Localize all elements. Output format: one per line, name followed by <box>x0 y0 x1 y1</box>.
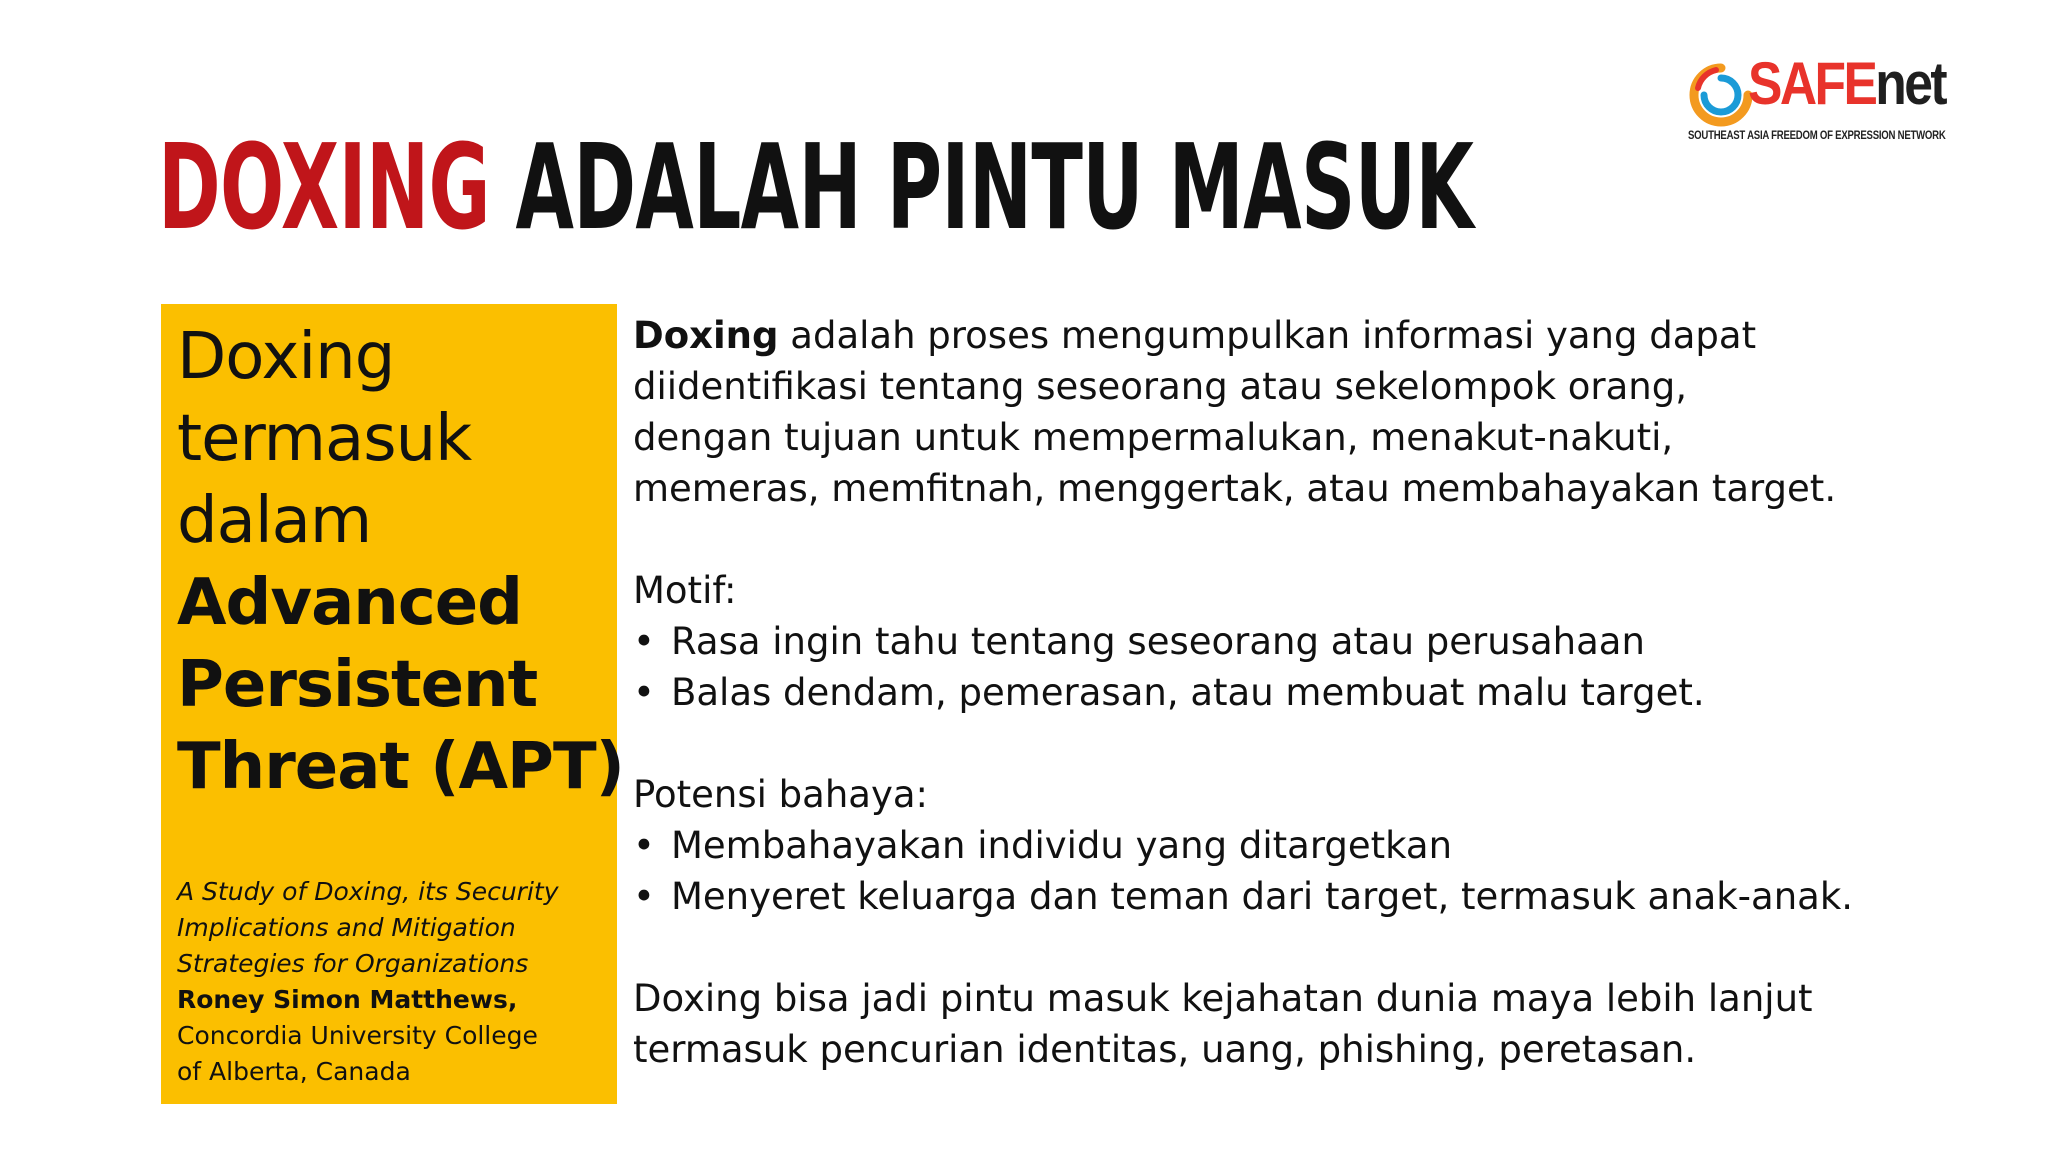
logo-net: net <box>1875 50 1945 117</box>
spacer <box>633 514 1993 565</box>
bullet-dot: • <box>633 824 655 867</box>
title-rest: ADALAH PINTU MASUK <box>515 118 1474 256</box>
side-lead-bold-line: Threat (APT) <box>177 730 624 804</box>
motif-heading: Motif: <box>633 569 737 612</box>
reference-author: Roney Simon Matthews, <box>177 985 518 1014</box>
reference-title-line: A Study of Doxing, its Security <box>177 877 559 906</box>
motif-bullet-item <box>633 616 1993 667</box>
side-lead <box>177 316 624 808</box>
definition-first-line <box>633 310 1993 361</box>
bullet-dot: • <box>633 671 655 714</box>
logo-safe: SAFE <box>1748 50 1876 117</box>
reference-title-line: Implications and Mitigation <box>177 913 516 942</box>
title-highlight: DOXING <box>158 118 490 256</box>
potensi-bullet-item <box>633 820 1993 871</box>
apt-side-box <box>161 304 624 1104</box>
potensi-item-text: Menyeret keluarga dan teman dari target, termasuk anak-anak. <box>671 875 1854 918</box>
motif-item-text: Rasa ingin tahu tentang seseorang atau perusahaan <box>671 620 1645 663</box>
side-lead-line: termasuk <box>177 402 472 476</box>
definition-first-line-rest: adalah proses mengumpulkan informasi yang dapat <box>790 314 1757 357</box>
potensi-heading: Potensi bahaya: <box>633 773 928 816</box>
potensi-item-text: Membahayakan individu yang ditargetkan <box>671 824 1453 867</box>
motif-item-text: Balas dendam, pemerasan, atau membuat malu target. <box>671 671 1705 714</box>
reference-affiliation-line: of Alberta, Canada <box>177 1057 411 1086</box>
definition-line: memeras, memfitnah, menggertak, atau membahayakan target. <box>633 467 1837 510</box>
side-lead-bold-line: Advanced <box>177 566 522 640</box>
motif-bullet-item <box>633 667 1993 718</box>
potensi-bullet-item <box>633 871 1993 922</box>
definition-term: Doxing <box>633 314 779 357</box>
safenet-swirl-icon <box>1686 60 1756 130</box>
conclusion-line: Doxing bisa jadi pintu masuk kejahatan dunia maya lebih lanjut <box>633 977 1813 1020</box>
main-content <box>633 310 1993 1075</box>
logo-tagline: SOUTHEAST ASIA FREEDOM OF EXPRESSION NETWORK <box>1688 128 1946 142</box>
definition-line: diidentifikasi tentang seseorang atau sekelompok orang, <box>633 365 1687 408</box>
page-title <box>158 118 1474 256</box>
side-lead-line: dalam <box>177 484 372 558</box>
spacer <box>633 718 1993 769</box>
reference-affiliation-line: Concordia University College <box>177 1021 538 1050</box>
spacer <box>633 922 1993 973</box>
side-lead-bold-line: Persistent <box>177 648 538 722</box>
conclusion-line: termasuk pencurian identitas, uang, phishing, peretasan. <box>633 1028 1697 1071</box>
safenet-logo <box>1686 50 1956 142</box>
bullet-dot: • <box>633 875 655 918</box>
side-lead-line: Doxing <box>177 320 395 394</box>
reference-citation <box>177 874 617 1090</box>
definition-line: dengan tujuan untuk mempermalukan, menakut-nakuti, <box>633 416 1674 459</box>
logo-wordmark <box>1748 50 1945 117</box>
bullet-dot: • <box>633 620 655 663</box>
reference-title-line: Strategies for Organizations <box>177 949 529 978</box>
